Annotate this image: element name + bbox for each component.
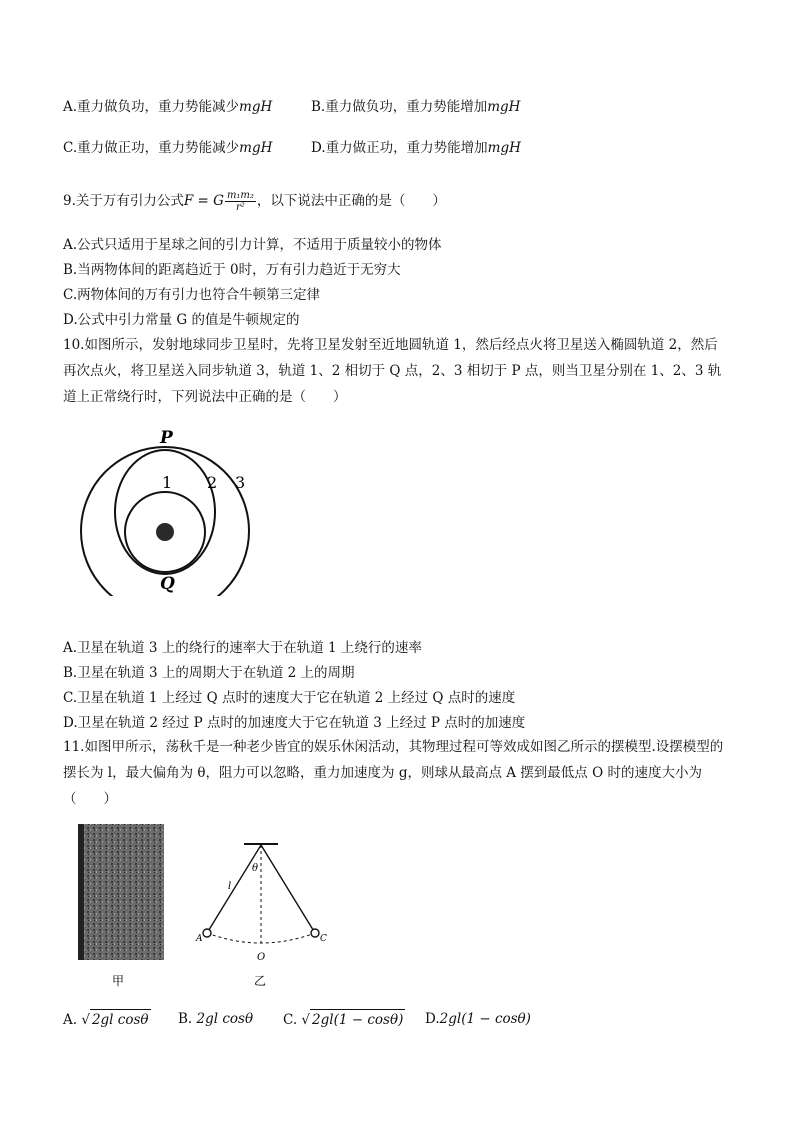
label-theta: θ [252,863,259,874]
q11-option-b-math: 2gl cosθ [196,1011,254,1027]
q11-swing-photo [74,820,174,990]
q8-option-a [63,97,272,117]
q10-stem: 10.如图所示，发射地球同步卫星时，先将卫星发射至近地圆轨道 1，然后经点火将卫星送入椭圆轨道 2，然后再次点火，将卫星送入同步轨道 3，轨道 1、2 相切于 Q 点，2、3 相切于 P 点，则当卫星分别在 1、2、3 轨道上正常绕行时，下列说法中正确的是（ ） [63,337,722,405]
q11-option-a: A. √ 2gl cosθ [63,1009,151,1030]
pendulum-bob-a [203,929,211,937]
q9-formula-fraction [225,190,256,213]
q8-option-a-math: mgH [239,99,273,115]
q10-option-b: B.卫星在轨道 3 上的周期大于在轨道 2 上的周期 [63,665,355,681]
label-orbit-3: 3 [235,473,246,492]
label-orbit-2: 2 [207,473,218,492]
q11-stem: 11.如图甲所示，荡秋千是一种老少皆宜的娱乐休闲活动，其物理过程可等效成如图乙所示的摆模型.设摆模型的摆长为 l，最大偏角为 θ，阻力可以忽略，重力加速度为 g，则球从最高点 A 摆到最低点 O 时的速度大小为（ ） [63,739,724,807]
q9-option-a: A.公式只适用于星球之间的引力计算，不适用于质量较小的物体 [63,237,442,253]
q9-option-d: D.公式中引力常量 G 的值是牛顿规定的 [63,312,300,328]
figure-yi-label: 乙 [254,974,267,988]
pendulum-bob-c [311,929,319,937]
q8-option-c [63,138,272,158]
earth-icon [156,523,174,541]
q9-stem [63,188,446,214]
q11-pendulum-diagram [194,835,334,990]
q10-orbit-figure [70,416,280,596]
q11-option-d-math: 2gl(1 − cosθ) [439,1011,531,1027]
label-q: Q [160,574,175,594]
label-l: l [228,881,232,892]
q8-option-c-math: mgH [239,140,273,156]
label-a: A [196,934,203,944]
figure-jia-label: 甲 [112,974,125,988]
q8-option-d [311,138,521,158]
label-orbit-1: 1 [162,473,173,492]
q9-option-c: C.两物体间的万有引力也符合牛顿第三定律 [63,287,321,303]
pendulum-string-left [207,845,261,933]
label-o: O [257,952,266,963]
q9-stem-post: ，以下说法中正确的是（ ） [256,193,446,209]
label-p: P [160,428,173,448]
q11-option-c-math: 2gl(1 − cosθ) [310,1009,405,1030]
q11-option-b-label: B. [178,1011,193,1027]
q9-formula-lhs: F = G [183,193,224,209]
q9-fraction-numerator: m₁m₂ [226,190,254,201]
q8-option-b-math: mgH [487,99,521,115]
swing-photo-edge [78,824,84,960]
q8-option-b [311,97,520,117]
q10-option-a: A.卫星在轨道 3 上的绕行的速率大于在轨道 1 上绕行的速率 [63,640,422,656]
q8-option-d-text: D.重力做正功，重力势能增加 [311,140,488,156]
q11-option-a-label: A. [63,1012,78,1028]
q9-option-b: B.当两物体间的距离趋近于 0时，万有引力趋近于无穷大 [63,262,401,278]
q8-option-b-text: B.重力做负功，重力势能增加 [311,99,488,115]
q11-option-d-label: D. [425,1011,440,1027]
swing-photo-image [78,824,164,960]
q8-option-c-text: C.重力做正功，重力势能减少 [63,140,240,156]
q11-option-a-math: 2gl cosθ [90,1009,151,1030]
label-c: C [320,934,327,944]
q9-fraction-denominator: r² [236,202,245,213]
q8-option-d-math: mgH [487,140,521,156]
pendulum-string-right [261,845,315,933]
q11-option-d [425,1009,531,1029]
q8-option-a-text: A.重力做负功，重力势能减少 [63,99,240,115]
q10-option-c: C.卫星在轨道 1 上经过 Q 点时的速度大于它在轨道 2 上经过 Q 点时的速度 [63,690,516,706]
q11-option-b [178,1009,253,1029]
q10-option-d: D.卫星在轨道 2 经过 P 点时的加速度大于它在轨道 3 上经过 P 点时的加速度 [63,715,526,731]
q11-option-c-label: C. [283,1012,298,1028]
q9-stem-pre: 9.关于万有引力公式 [63,193,184,209]
q11-option-c: C. √ 2gl(1 − cosθ) [283,1009,405,1030]
